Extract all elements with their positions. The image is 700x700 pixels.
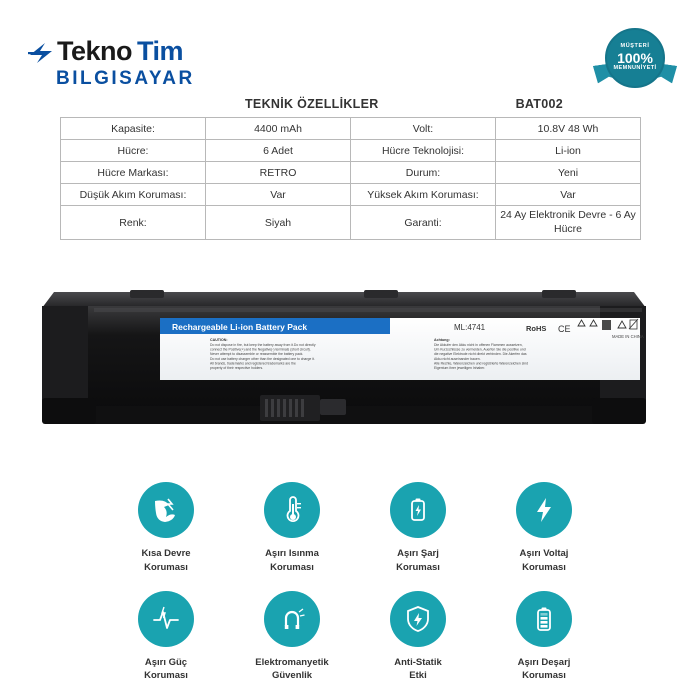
short-circuit-icon [138,482,194,538]
feature-electromagnetic [236,591,348,684]
badge-top-text: MÜŞTERİ [620,42,650,49]
cell-label: Kapasite: [61,118,206,140]
feature-label: Aşırı Deşarj Koruması [517,656,571,682]
cell-value: 6 Adet [206,140,351,162]
cell-value: 4400 mAh [206,118,351,140]
book-icon [602,320,611,330]
thermometer-icon [264,482,320,538]
svg-text:Alle Rechte, Warenzeichen und: Alle Rechte, Warenzeichen und registrierte Warenzeichen sind [434,361,528,366]
svg-text:Die Akkufer den Akku nicht in: Die Akkufer den Akku nicht in offenen Flammen aussetzen, [434,343,523,347]
battery-product-image [34,278,666,443]
svg-text:Akku nicht auseinander bauen.: Akku nicht auseinander bauen. [434,356,481,361]
feature-overdischarge [488,591,600,684]
table-row [61,140,641,162]
badge-bottom-text: MEMNUNİYETİ [613,65,657,72]
table-row [61,118,641,140]
battery-level-icon [516,591,572,647]
feature-overcharge [362,482,474,575]
svg-text:All brands, trademarks and reg: All brands, trademarks and registered trademarks are the [210,361,296,366]
cell-value: Var [206,184,351,206]
battery-charge-icon [390,482,446,538]
badge-circle [605,28,665,88]
cell-value: Siyah [206,206,351,240]
spec-title: TEKNİK ÖZELLİKLER [245,97,379,111]
cell-label: Durum: [351,162,496,184]
battery-label-title: Rechargeable Li-ion Battery Pack [172,322,308,332]
feature-overpower [110,591,222,684]
cell-value: 24 Ay Elektronik Devre - 6 Ay Hücre [496,206,641,240]
ce-mark-icon: CE [558,324,571,334]
product-code: BAT002 [515,97,563,111]
spec-table [60,117,641,240]
made-in-label: MADE IN CHINA [612,334,644,339]
lightning-bolt-icon [28,41,54,63]
cell-label: Düşük Akım Koruması: [61,184,206,206]
spec-header-row [60,97,640,111]
cell-label: Garanti: [351,206,496,240]
cell-label: Volt: [351,118,496,140]
cell-label: Renk: [61,206,206,240]
magnet-icon [264,591,320,647]
svg-text:Do not use battery charger oth: Do not use battery charger other than the designated one to charge it. [210,356,315,361]
satisfaction-badge [594,28,676,90]
feature-antistatic [362,591,474,684]
svg-text:Never attempt to disassemble o: Never attempt to disassemble or reassemble the battery pack. [210,352,304,357]
cell-label: Yüksek Akım Koruması: [351,184,496,206]
feature-label: Aşırı Isınma Koruması [265,548,319,573]
table-row [61,162,641,184]
rohs-label: RoHS [526,324,547,333]
feature-label: Kısa Devre Koruması [141,548,191,573]
features-row-2 [110,591,600,684]
caution-heading: CAUTION: [210,338,228,342]
cell-label: Hücre Markası: [61,162,206,184]
features-row-1 [110,482,600,575]
feature-label: Aşırı Şarj Koruması [396,548,440,573]
logo-subtitle: BILGISAYAR [56,68,195,89]
feature-label: Aşırı Güç Koruması [144,656,188,682]
cell-value: Li-ion [496,140,641,162]
table-row [61,184,641,206]
svg-text:Um Kurzschlüsse zu vermeiden,: Um Kurzschlüsse zu vermeiden, Auerfen Sie die positive und [434,347,526,352]
brand-logo [28,36,195,90]
logo-text-accent: Tim [137,36,184,66]
feature-overvoltage [488,482,600,575]
feature-label: Elektromanyetik Güvenlik [255,656,329,682]
cell-value: Var [496,184,641,206]
voltage-bolt-icon [516,482,572,538]
cell-label: Hücre Teknolojisi: [351,140,496,162]
achtung-heading: Achtung: [434,338,450,342]
table-row [61,206,641,240]
feature-short-circuit [110,482,222,575]
cell-label: Hücre: [61,140,206,162]
battery-model: ML:4741 [454,323,486,332]
svg-text:Do not dispose in fire, but ke: Do not dispose in fire, but keep the battery away from it.Do not directly [210,343,316,347]
cell-value: RETRO [206,162,351,184]
feature-label: Aşırı Voltaj Koruması [519,548,569,573]
page-header [0,0,700,100]
logo-text-main: Tekno [57,36,133,66]
features-grid [110,482,600,683]
svg-text:Eigentum ihrer jeweiligen Inha: Eigentum ihrer jeweiligen Inhaber. [434,366,486,370]
badge-percent: 100% [617,49,653,66]
shield-icon [390,591,446,647]
feature-label: Anti-Statik Etki [394,656,442,682]
cell-value: Yeni [496,162,641,184]
svg-text:property of their respective h: property of their respective holders. [210,366,264,370]
svg-text:die negative Elektrode nicht d: die negative Elektrode nicht direkt verbinden. Die Akerfen das [434,352,527,357]
power-pulse-icon [138,591,194,647]
svg-text:connect the Positive(+) and th: connect the Positive(+) and the Negative(-) terminals (short circuit). [210,347,311,352]
feature-overheat [236,482,348,575]
cell-value: 10.8V 48 Wh [496,118,641,140]
